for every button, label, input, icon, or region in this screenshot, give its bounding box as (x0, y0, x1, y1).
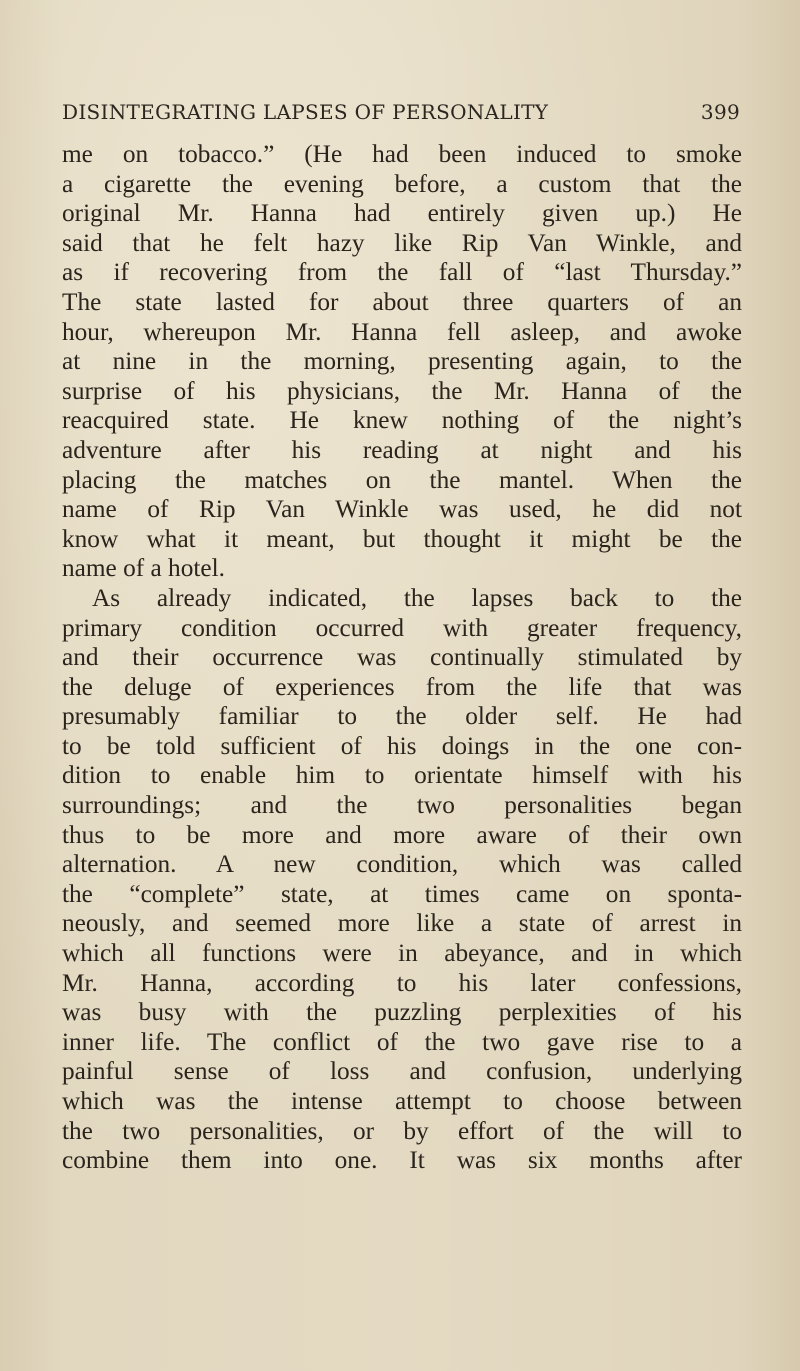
text-line: as if recovering from the fall of “last Thursday.” (62, 258, 742, 287)
text-line: surprise of his physicians, the Mr. Hanna of the (62, 376, 742, 405)
text-line: combine them into one. It was six months after (62, 1146, 742, 1175)
text-line: original Mr. Hanna had entirely given up.) He (62, 199, 742, 228)
text-line: to be told sufficient of his doings in the one con- (62, 731, 742, 760)
text-line: name of a hotel. (62, 554, 225, 583)
text-line: said that he felt hazy like Rip Van Winkle, and (62, 228, 742, 257)
text-line: name of Rip Van Winkle was used, he did not (62, 495, 742, 524)
text-line: Mr. Hanna, according to his later confessions, (62, 968, 742, 997)
text-line: which was the intense attempt to choose between (62, 1087, 742, 1115)
text-line: the “complete” state, at times came on sponta- (62, 879, 742, 908)
text-line: The state lasted for about three quarters of an (62, 287, 742, 316)
text-line: know what it meant, but thought it might be the (62, 524, 742, 553)
text-line: alternation. A new condition, which was called (62, 850, 742, 879)
text-line: adventure after his reading at night and his (62, 435, 742, 464)
page-number: 399 (700, 100, 740, 124)
text-line: me on tobacco.” (He had been induced to smoke (62, 140, 742, 168)
text-line: primary condition occurred with greater frequency, (62, 613, 742, 642)
running-header (62, 100, 740, 132)
text-line: thus to be more and more aware of their own (62, 820, 742, 849)
text-line: presumably familiar to the older self. He had (62, 702, 742, 731)
text-line: placing the matches on the mantel. When the (62, 465, 742, 494)
text-line: which all functions were in abeyance, and in which (62, 939, 742, 968)
text-line: and their occurrence was continually stimulated by (62, 643, 742, 672)
text-line: reacquired state. He knew nothing of the night’s (62, 406, 742, 435)
text-line: the two personalities, or by effort of the will to (62, 1116, 742, 1145)
text-line: inner life. The conflict of the two gave rise to a (62, 1027, 742, 1056)
text-line: was busy with the puzzling perplexities of his (62, 998, 742, 1027)
text-line: hour, whereupon Mr. Hanna fell asleep, and awoke (62, 317, 742, 346)
text-line: As already indicated, the lapses back to the (92, 583, 742, 612)
text-line: the deluge of experiences from the life that was (62, 672, 742, 701)
text-line: at nine in the morning, presenting again, to the (62, 347, 742, 376)
body-text (62, 140, 742, 1176)
text-line: a cigarette the evening before, a custom that the (62, 169, 742, 198)
text-line: dition to enable him to orientate himself with his (62, 761, 742, 790)
text-line: painful sense of loss and confusion, underlying (62, 1057, 742, 1086)
text-line: neously, and seemed more like a state of arrest in (62, 909, 742, 938)
running-title: DISINTEGRATING LAPSES OF PERSONALITY (62, 100, 549, 124)
text-line: surroundings; and the two personalities began (62, 791, 742, 820)
